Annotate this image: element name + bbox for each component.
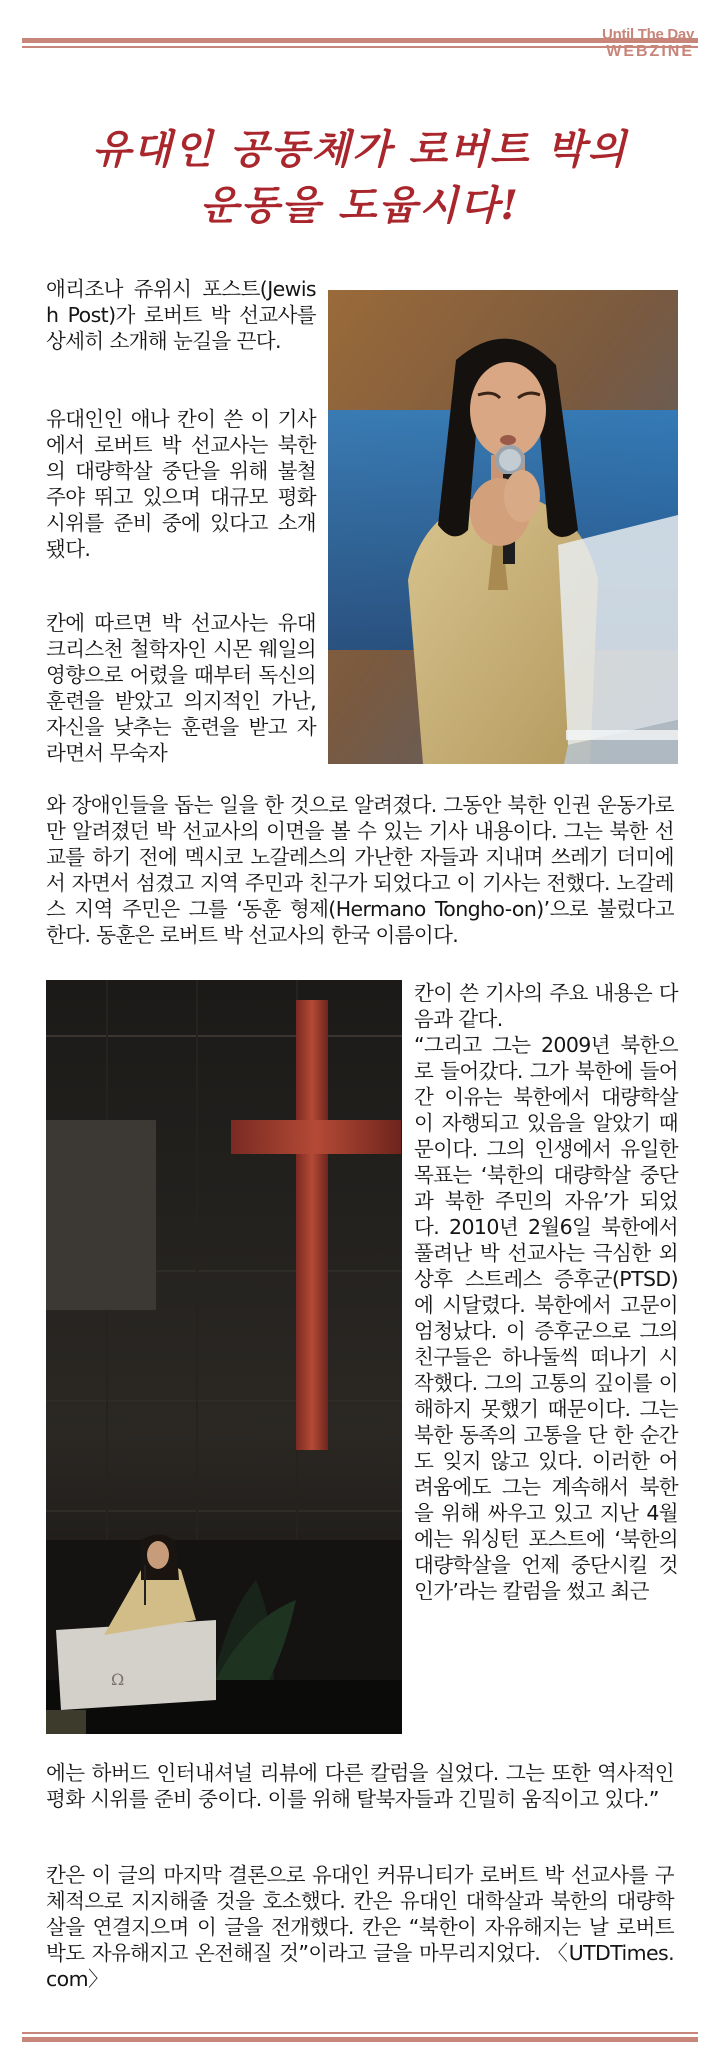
- logo-text-bottom: WEBZINE: [606, 43, 694, 60]
- paragraph-3a: 칸에 따르면 박 선교사는 유대 크리스천 철학자인 시몬 웨일의 영향으로 어렸을 때부터 독신의 훈련을 받았고 의지적인 가난, 자신을 낮추는 훈련을 받고 자라면서 무숙자: [46, 611, 316, 765]
- paragraph-5a: “그리고 그는 2009년 북한으로 들어갔다. 그가 북한에 들어간 이유는 북한에서 대량학살이 자행되고 있음을 알았기 때문이다. 그의 인생에서 유일한 목표는 ‘북한의 대량학살 중단과 북한 주민의 자유’가 되었다. 2010년 2월6일 북한에서 풀려난 박 선교사는 극심한 외상후 스트레스 증후군(PTSD)에 시달렸다. 북한에서 고문이 엄청났다. 이 증후군으로 그의 친구들은 하나둘씩 떠나기 시작했다. 그의 고통의 깊이를 이해하지 못했기 때문이다. 그는 북한 동족의 고통을 단 한 순간도 잊지 않고 있다. 이러한 어려움에도 그는 계속해서 북한을 위해 싸우고 있고 지난 4월에는 워싱턴 포스트에 ‘북한의 대량학살을 언제 중단시킬 것인가’라는 칼럼을 썼고 최근: [414, 1033, 678, 1603]
- paragraph-3b: 와 장애인들을 돕는 일을 한 것으로 알려졌다. 그동안 북한 인권 운동가로만 알려졌던 박 선교사의 이면을 볼 수 있는 기사 내용이다. 그는 북한 선교를 하기 전에 멕시코 노갈레스의 가난한 자들과 지내며 쓰레기 더미에서 자면서 섬겼고 지역 주민과 친구가 되었다고 이 기사는 전했다. 노갈레스 지역 주민은 그를 ‘동훈 형제(Hermano Tongho-on)’으로 불렀다고 한다. 동훈은 로버트 박 선교사의 한국 이름이다.: [46, 793, 674, 947]
- article-title: [0, 122, 720, 234]
- podium-emblem: Ω: [111, 1670, 125, 1689]
- title-line-2: 운동을 도웁시다!: [200, 182, 520, 229]
- paragraph-1: 애리조나 쥬위시 포스트(Jewish Post)가 로버트 박 선교사를 상세히 소개해 눈길을 끈다.: [46, 277, 316, 353]
- logo-text-top: Until The Day: [602, 26, 694, 43]
- paragraph-4: 칸이 쓴 기사의 주요 내용은 다음과 같다.: [414, 981, 678, 1031]
- church-podium-photo: [46, 980, 402, 1734]
- top-rule-thick: [22, 38, 698, 43]
- paragraph-6: 칸은 이 글의 마지막 결론으로 유대인 커뮤니티가 로버트 박 선교사를 구체적으로 지지해줄 것을 호소했다. 칸은 유대인 대학살과 북한의 대량학살을 연결지으며 이 글을 전개했다. 칸은 “북한이 자유해지는 날 로버트 박도 자유해지고 온전해질 것”이라고 글을 마무리지었다. 〈UTDTimes.com〉: [46, 1863, 674, 1991]
- missionary-singing-image: [328, 290, 678, 764]
- top-rule-thin: [22, 46, 698, 48]
- paragraph-2: 유대인인 애나 칸이 쓴 이 기사에서 로버트 박 선교사는 북한의 대량학살 중단을 위해 불철주야 뛰고 있으며 대규모 평화시위를 준비 중에 있다고 소개됐다.: [46, 407, 316, 561]
- webzine-logo: [602, 26, 694, 61]
- church-podium-image: [46, 980, 402, 1734]
- title-line-1: 유대인 공동체가 로버트 박의: [92, 126, 628, 173]
- paragraph-5b: 에는 하버드 인터내셔널 리뷰에 다른 칼럼을 실었다. 그는 또한 역사적인 평화 시위를 준비 중이다. 이를 위해 탈북자들과 긴밀히 움직이고 있다.”: [46, 1761, 674, 1811]
- bottom-rule-thin: [22, 2032, 698, 2034]
- bottom-rule-thick: [22, 2037, 698, 2042]
- missionary-singing-photo: [328, 290, 678, 764]
